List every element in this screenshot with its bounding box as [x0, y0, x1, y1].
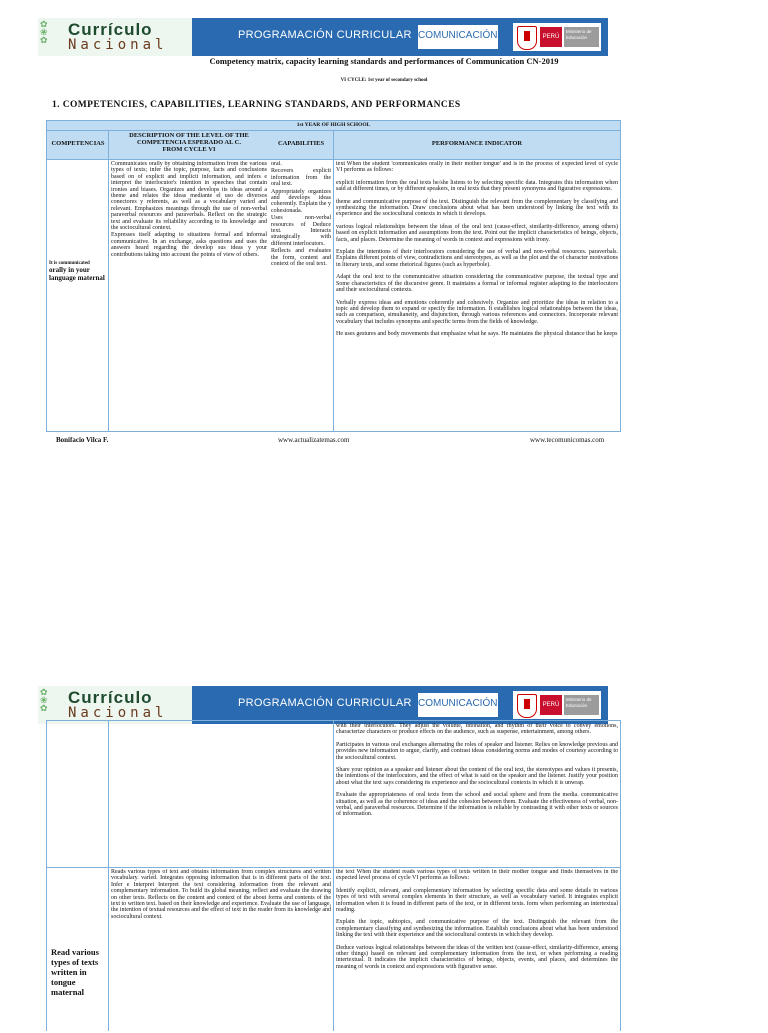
performance-cell: text When the student 'communicates orally in their mother tongue' and is in the process of expected level of cycle VI performs as follows: explicit information from the oral texts he/she listens to by selecting specific data. Integrates this information when said at different times, or by different speakers, in oral texts that they present synonyms and figurative expressions. theme and communicative purpose of the text. Distinguish the relevant from the complementary by classifying and synthesizing the information. Draw conclusions about what has been understood by linking the text with its experience and the sociocultural contexts in which it develops. various logical relationships between the ideas of the oral text (cause-effect, similarity-difference, among others) based on explicit information and assumptions from the text. Point out the implicit characteristics of beings, objects, facts, and places. Determine the meaning of words in context and expressions with irony. Explain the intentions of their interlocutors considering the use of verbal and non-verbal resources. paraverbals. Explains different points of view, contradictions and stereotypes, as well as the plot and the of character motivations in literary texts, and some rhetorical figures (such as hyperbole). Adapt the oral text to the communicative situation considering the communicative purpose, the textual type and Some characteristics of the discursive genre. It maintains a formal or informal register adapting to the interlocutors and their sociocultural contexts. Verbally express ideas and emotions coherently and cohesively. Organize and prioritize the ideas in relation to a topic and develop them to expand or specify the information. It establishes logical relationships between the ideas, such as comparison, simultaneity, and disjunction, through various references and connectors. Incorporate relevant vocabulary that includes synonyms and specific terms from the fields of knowledge. He uses gestures and body movements that emphasize what he says. He maintains the physical distance that he keeps [336, 161, 618, 338]
col-divider [108, 131, 109, 431]
page-1 [0, 0, 768, 444]
competence-name-reading: Read various types of texts written in tongue maternal [51, 947, 99, 997]
level-description-cell: Communicates orally by obtaining information from the various types of texts; infer the topic, purpose, facts and conclusions based on of explicit and implicit information, and infers e interpret the interlocutor's intention in speeches that contain ironies and biases. Organizes and develops its ideas around a theme and relates the ideas mediante el uso de diversos conectores y referents, as well as a vocabulary varied and relevant. Emphasizes meanings through the use of non-verbal paraverbal resources and paraverbals. Reflect on the strategic text and evaluate its reliability according to its knowledge and the sociocultural context. Expresses itself adapting to situations formal and informal communicative. In an exchange, asks questions and uses the answers heard regarding the develop sus ideas y your contributions taking into account the points of view of others. [111, 161, 267, 258]
col-header-competencias: COMPETENCIAS [51, 140, 105, 147]
col-divider [333, 721, 334, 1031]
peru-shield-icon [517, 26, 537, 50]
year-header: 1st YEAR OF HIGH SCHOOL [47, 121, 620, 131]
document-subtitle: VI CYCLE: 1st year of secondary school [340, 78, 428, 83]
competence-cell: It is communicated orally in your language maternal [49, 261, 107, 282]
capabilities-cell: oral. Recovers explicit information from the oral text. Appropriately organizes and develops ideas coherently. Explain the y cohesionada. Uses non-verbal resources of Deduce text. Interacts strategically with different interlocutors. Reflects and evaluates the form, content and context of the oral text. [271, 161, 331, 268]
footer-site-2: www.tecomunicomas.com [530, 436, 605, 444]
competency-table-continued [46, 720, 621, 1031]
banner-title: PROGRAMACIÓN CURRICULAR [238, 697, 412, 709]
competence-name: orally in your language maternal [49, 266, 105, 282]
banner-title: PROGRAMACIÓN CURRICULAR [238, 29, 412, 41]
col-divider [333, 131, 334, 431]
col-header-performance: PERFORMANCE INDICATOR [431, 140, 523, 147]
area-label: COMUNICACIÓN [418, 25, 498, 49]
competency-table [46, 120, 621, 432]
reading-description-cell: Reads various types of text and obtains information from complex structures and written vocabulary. varied. Integrates opposing information that is in different parts of the text. Infer e Interpret Interpret the text considering information from the relevant and complementary information. To build its global meaning, reflect and evaluate the drawing on other texts. Reflects on the content and context of the about forms and contents of the text to written text. based on their knowledge and experience. Evaluate the use of language, the intention of textual resources and the effect of text in the reader from its knowledge and sociocultural context. [111, 869, 331, 920]
curriculum-banner [38, 686, 608, 724]
row-divider [47, 867, 620, 868]
curriculo-nacional-logo: ✿ ❀ ✿ Currículo Nacional [38, 686, 192, 724]
leaf-decoration-icon: ✿ ❀ ✿ [40, 687, 48, 713]
col-header-description: DESCRIPTION OF THE LEVEL OF THE COMPETENCIA ESPERADO AL C. FROM CYCLE VI [129, 132, 249, 153]
curriculo-nacional-logo: ✿ ❀ ✿ Currículo Nacional [38, 18, 192, 56]
footer-author: Bonifacio Vilca F. [56, 436, 109, 444]
leaf-decoration-icon: ✿ ❀ ✿ [40, 19, 48, 45]
performance-cell-continued: with their interlocutors. They adjust the volume, intonation, and rhythm of their voice to convey emotions, characterize characters or produce effects on the audience, such as suspense, entertainment, among others. Participates in various oral exchanges alternating the roles of speaker and listener. Relies on knowledge previous and provides new information to argue, clarify, and contrast ideas considering norms and modes of courtesy according to the sociocultural context. Share your opinion as a speaker and listener about the content of the oral text, the stereotypes and values it presents, the intentions of the interlocutors, and the effect of what is said on the speaker and the listener. Justify your position about what the text says considering its experience and the sociocultural contexts in which it is unwrap. Evaluate the appropriateness of oral texts from the school and social sphere and from the media. communicative situation, as well as the coherence of ideas and the cohesion between them. Evaluate the effectiveness of verbal, non-verbal, and paraverbal resources. Determine if the information is reliable by contrasting it with other texts or sources of information. [336, 723, 618, 818]
ministry-logo: PERÚ Ministerio de Educación [513, 691, 601, 719]
section-heading: 1. COMPETENCIES, CAPABILITIES, LEARNING STANDARDS, AND PERFORMANCES [52, 100, 461, 110]
col-divider [108, 721, 109, 1031]
ministry-logo: PERÚ Ministerio de Educación [513, 23, 601, 51]
peru-shield-icon [517, 694, 537, 718]
area-label: COMUNICACIÓN [418, 693, 498, 717]
page-2 [0, 680, 768, 1024]
footer-site-1: www.actualizatemas.com [278, 436, 350, 444]
col-header-capabilities: CAPABILITIES [277, 140, 325, 147]
document-title: Competency matrix, capacity learning standards and performances of Communication CN-2019 [209, 56, 559, 66]
reading-performance-cell: the text When the student reads various types of texts written in their mother tongue and finds themselves in the expected level process of cycle VI performs as follows: Identify explicit, relevant, and complementary information by selecting specific data and some details in various types of text with several complex elements in their structure, as well as vocabulary varied. It integrates explicit information when it is found in different parts of the text, or in different texts. form when performing an intertextual reading. Explain the topic, subtopics, and communicative purpose of the text. Distinguish the relevant from the complementary classifying and synthesizing the information. Establish conclusions about what has been understood linking the text with their experience and the sociocultural contexts in which they develop. Deduce various logical relationships between the ideas of the written text (cause-effect, similarity-difference, among other things) based on relevant and complementary information from the text, or when performing a reading intertextual. It indicates the implicit characteristics of beings, objects, events, and places, and determines the meaning of words in context and expressions with figurative sense. [336, 869, 618, 970]
curriculum-banner [38, 18, 608, 56]
